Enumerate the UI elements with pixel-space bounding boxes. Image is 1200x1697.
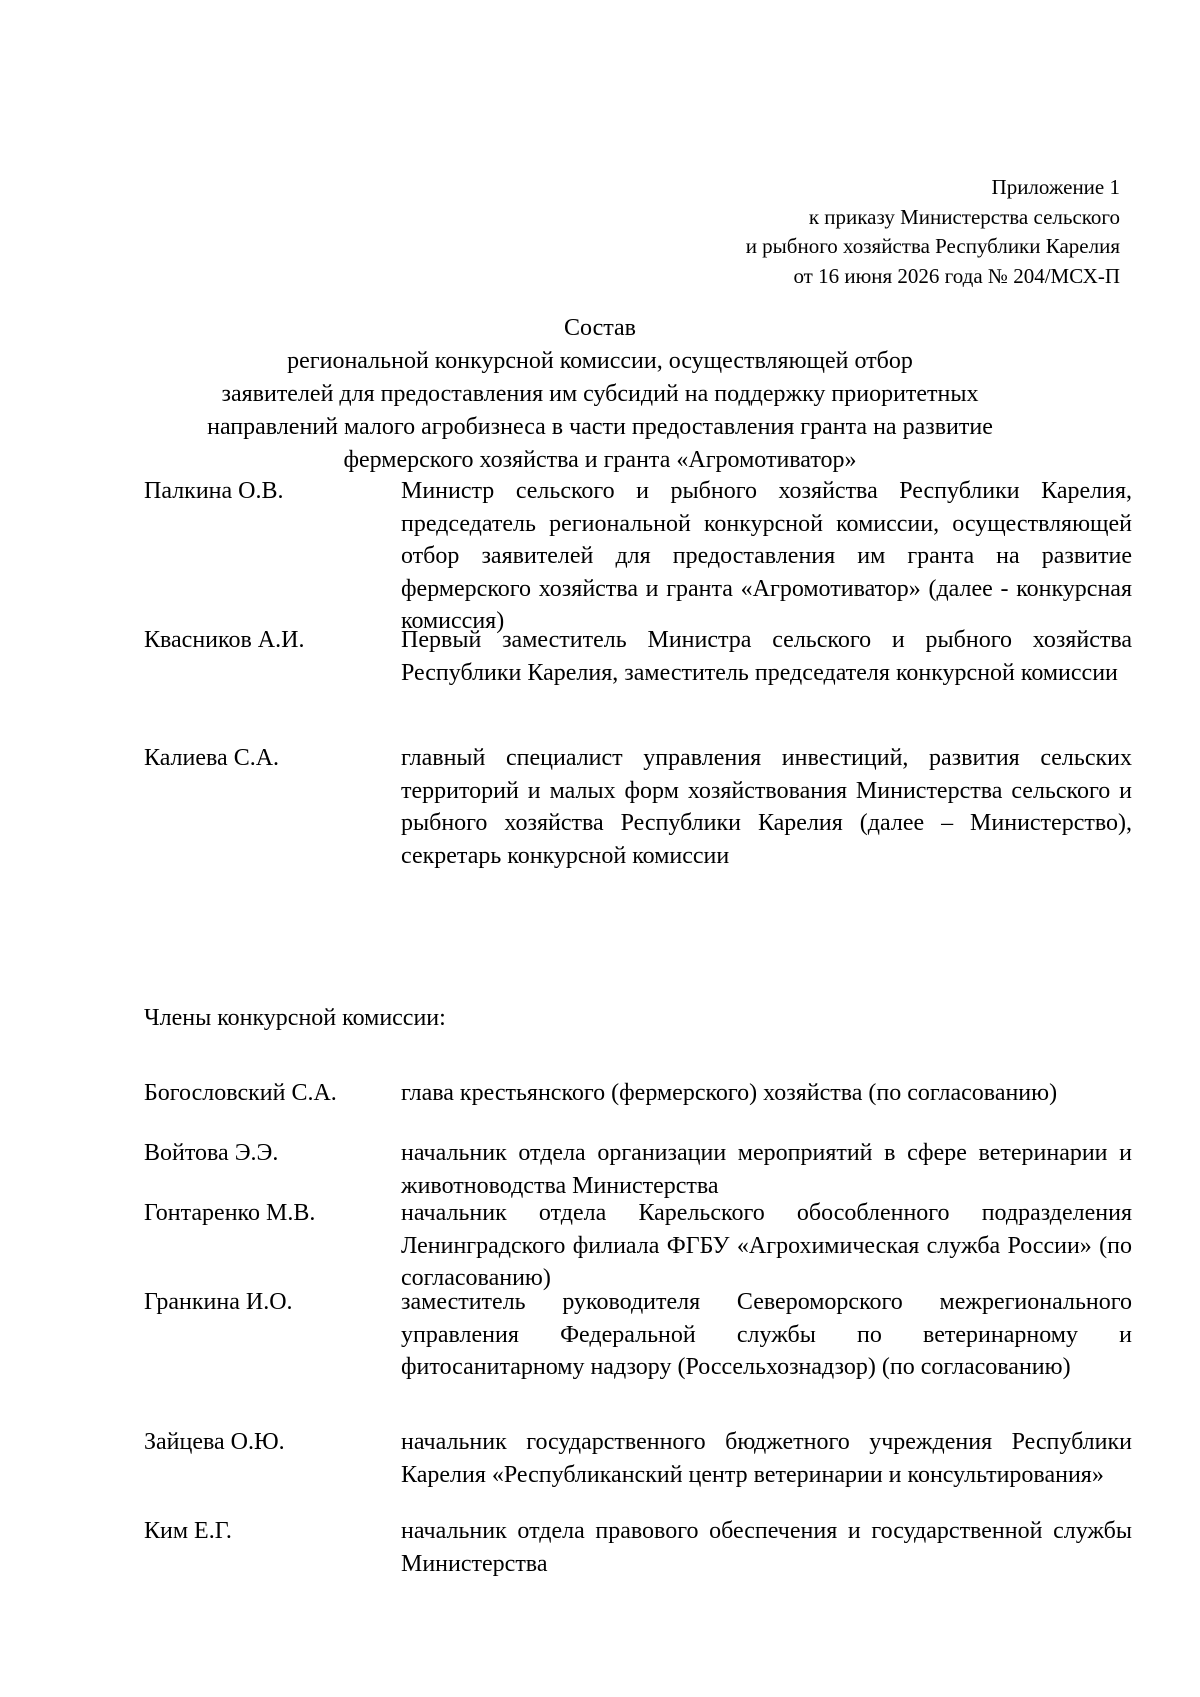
appendix-line: к приказу Министерства сельского: [808, 204, 1120, 229]
title-line: Состав: [563, 315, 637, 341]
member-description: заместитель руководителя Североморского межрегионального управления Федеральной службы по ветеринарному и фитосанитарному надзору (Россельхознадзор) (по согласованию): [401, 1289, 1132, 1380]
member-description: глава крестьянского (фермерского) хозяйства (по согласованию): [401, 1080, 1058, 1106]
title-line: заявителей для предоставления им субсидий на поддержку приоритетных: [221, 381, 979, 407]
member-name: Гранкина И.О.: [144, 1289, 293, 1315]
appendix-header: [746, 173, 1120, 291]
member-description: Министр сельского и рыбного хозяйства Республики Карелия, председатель региональной конкурсной комиссии, осуществляющей отбор заявителей для предоставления им гранта на развитие фермерского хозяйства и гранта «Агромотиватор» (далее - конкурсная комиссия): [401, 478, 1132, 634]
member-description: главный специалист управления инвестиций, развития сельских территорий и малых форм хозяйствования Министерства сельского и рыбного хозяйства Республики Карелия (далее – Министерство), секретарь конкурсной комиссии: [401, 745, 1132, 869]
appendix-line: Приложение 1: [991, 175, 1120, 199]
member-name: Войтова Э.Э.: [144, 1140, 279, 1166]
member-name: Зайцева О.Ю.: [144, 1429, 285, 1455]
member-name: Квасников А.И.: [144, 627, 305, 653]
member-description: начальник отдела правового обеспечения и государственной службы Министерства: [401, 1518, 1132, 1577]
title-line: фермерского хозяйства и гранта «Агромотиватор»: [343, 447, 857, 473]
member-description: Первый заместитель Министра сельского и рыбного хозяйства Республики Карелия, заместитель председателя конкурсной комиссии: [401, 627, 1132, 686]
member-name: Гонтаренко М.В.: [144, 1200, 316, 1226]
member-description: начальник отдела организации мероприятий в сфере ветеринарии и животноводства Министерства: [401, 1140, 1132, 1199]
member-name: Калиева С.А.: [144, 745, 280, 771]
document-title: [100, 312, 1100, 477]
member-description: начальник отдела Карельского обособленного подразделения Ленинградского филиала ФГБУ «Агрохимическая служба России» (по согласованию): [401, 1200, 1132, 1291]
member-name: Палкина О.В.: [144, 478, 284, 504]
member-name: Ким Е.Г.: [144, 1518, 232, 1544]
member-description: начальник государственного бюджетного учреждения Республики Карелия «Республиканский центр ветеринарии и консультирования»: [401, 1429, 1132, 1488]
appendix-line: и рыбного хозяйства Республики Карелия: [745, 234, 1120, 258]
title-line: региональной конкурсной комиссии, осуществляющей отбор: [287, 348, 913, 374]
appendix-line: от 16 июня 2026 года № 204/МСХ-П: [793, 263, 1120, 288]
member-name: Богословский С.А.: [144, 1080, 337, 1106]
members-heading: Члены конкурсной комиссии:: [144, 1005, 446, 1031]
title-line: направлений малого агробизнеса в части предоставления гранта на развитие: [207, 414, 993, 440]
